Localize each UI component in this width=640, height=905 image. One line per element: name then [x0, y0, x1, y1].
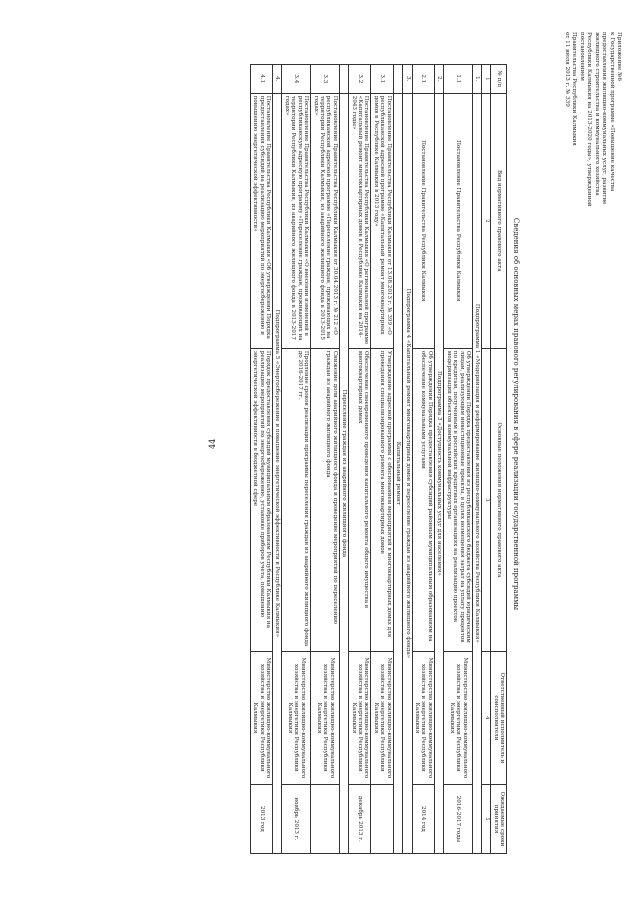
page-number: 44 — [208, 438, 217, 449]
header-line: Республики Калмыкия на 2013-2020 годы», утвержденной — [586, 32, 593, 207]
col-header-provisions: Основные положения нормативного правового акта — [491, 348, 507, 651]
act-type: Постановление Правительства Республики Калмыкия «О региональной программе «Капитальный ремонт многоквартирных домов в Республике Калмыкия на 2014-2043 годы» — [349, 93, 371, 348]
col-header-num: № п/п — [491, 65, 507, 94]
row-num: 1.1 — [444, 65, 473, 94]
section-subheading: Капитальный ремонт — [393, 93, 402, 853]
table-row — [444, 65, 473, 854]
term — [371, 784, 393, 853]
act-type: Постановление Правительства Республики Калмыкия — [412, 93, 434, 348]
document-title: Сведения об основных мерах правового регулирования в сфере реализации государственной программы — [512, 217, 520, 611]
header-line: Приложение №6 — [616, 32, 622, 81]
header-line: Правительства Республики Калмыкия — [571, 32, 578, 146]
section-subheading-row — [339, 65, 348, 854]
col-header-term: Ожидаемые сроки принятия — [491, 784, 507, 853]
act-provisions: Об утверждении Порядка предоставления из республиканского бюджета субсидий юридическим лицам, реализующим инвестиционные проекты, в целях возмещения затрат на уплату процентов по кредитам, полученным в российских кредитных организациях на реализацию проектов модернизации объектов коммунальной инфраструктуры — [444, 348, 473, 651]
act-provisions: Снижение доли аварийного жилищного фонда и проведение мероприятий по переселению граждан из аварийного жилищного фонда — [311, 348, 340, 651]
responsible: Министерство жилищно-коммунального хозяйства и энергетики Республики Калмыкия — [349, 651, 371, 784]
responsible: Министерство жилищно-коммунального хозяйства и энергетики Республики Калмыкия — [371, 651, 393, 784]
index-cell: 1 — [482, 65, 491, 94]
subprogram-row — [434, 65, 443, 854]
measures-table — [250, 64, 507, 854]
header-line: жилищного строительства и коммунального хозяйства — [593, 32, 600, 196]
act-provisions: Порядок предоставления субсидий муниципальным образованиям Республики Калмыкия на реализацию мероприятий по энергосбережению, установке приборов учета, повышению энергетической эффективности в бюджетной сфере — [250, 348, 272, 651]
rotated-page — [32, 14, 632, 894]
header-line: предоставления жилищно-коммунальных услуг, развитие — [601, 32, 608, 205]
row-num: 2.1 — [412, 65, 434, 94]
table-row — [250, 65, 272, 854]
act-provisions: Продление сроков реализации программы переселения граждан из аварийного жилищного фонда до 2016-2017 гг. — [282, 348, 311, 651]
table-row — [412, 65, 434, 854]
term — [311, 784, 340, 853]
responsible: Министерство жилищно-коммунального хозяйства и энергетики Республики Калмыкия — [412, 651, 434, 784]
subprogram-row — [273, 65, 282, 854]
row-num: 3.1 — [371, 65, 393, 94]
header-line: от 11 июля 2013 г. № 339 — [564, 32, 571, 107]
appendix-header — [563, 32, 622, 242]
term: 2013 год — [250, 784, 272, 853]
act-provisions: Обеспечение своевременного проведения капитального ремонта общего имущества в многоквартирных домах — [349, 348, 371, 651]
act-type: Постановление Правительства Республики Калмыкия от 13.08.2013 г. № 399 «О республиканской адресной программе «Капитальный ремонт многоквартирных домов в Республике Калмыкия в 2013 году» — [371, 93, 393, 348]
term: ноябрь 2013 г. — [282, 784, 311, 853]
act-provisions: Об утверждении Порядка предоставления субсидий районным муниципальным образованиям на обеспечение коммунальными услугами — [412, 348, 434, 651]
responsible: Министерство жилищно-коммунального хозяйства и энергетики Республики Калмыкия — [311, 651, 340, 784]
act-type: Постановление Правительства Республики Калмыкия «Об утверждении Порядка предоставления субсидий на реализацию мероприятий по энергосбережению и повышению энергетической эффективности» — [250, 93, 272, 348]
table-row — [371, 65, 393, 854]
section-subheading-row — [393, 65, 402, 854]
subprogram-row — [403, 65, 412, 854]
row-num: 4.1 — [250, 65, 272, 94]
responsible: Министерство жилищно-коммунального хозяйства и энергетики Республики Калмыкия — [250, 651, 272, 784]
subprogram-row — [472, 65, 481, 854]
subprogram-title: Подпрограмма 3 «Доступность коммунальных услуг для населения» — [434, 93, 443, 853]
act-type: Постановление Правительства Республики Калмыкия «О внесении изменений в республиканскую адресную программу «Переселение граждан, проживающих на территории Республики Калмыкия, из аварийного жилищного фонда в 2013-2017 годах» — [282, 93, 311, 348]
subprogram-title: Подпрограмма 1 «Модернизация и реформирование жилищно-коммунального хозяйства Республики Калмыкия» — [472, 93, 481, 853]
empty-cell — [339, 65, 348, 94]
act-provisions: Утверждение адресной программы с обоснованием мероприятий в многоквартирных домах для проведения специализированного ремонта многоквартирных домов — [371, 348, 393, 651]
row-num: 3.2 — [349, 65, 371, 94]
act-type: Постановление Правительства Республики Калмыкия от 30.04.2013 г. № 212 «О республиканской адресной программе «Переселение граждан, проживающих на территории Республики Калмыкия, из аварийного жилищного фонда в 2013-2015 годах» — [311, 93, 340, 348]
header-line: к Государственной программе «Повышение качества — [608, 32, 615, 192]
responsible: Министерство жилищно-коммунального хозяйства и энергетики Республики Калмыкия — [444, 651, 473, 784]
table-header-row — [491, 65, 507, 854]
index-cell: 5 — [482, 784, 491, 853]
row-num: 4. — [273, 65, 282, 94]
empty-cell — [393, 65, 402, 94]
subprogram-title: Подпрограмма 4 «Капитальный ремонт многоквартирных домов и переселение граждан из аварийного жилищного фонда» — [403, 93, 412, 853]
responsible: Министерство жилищно-коммунального хозяйства и энергетики Республики Калмыкия — [282, 651, 311, 784]
table-row — [311, 65, 340, 854]
index-row — [482, 65, 491, 854]
index-cell: 3 — [482, 348, 491, 651]
term: 2014 год — [412, 784, 434, 853]
table-row — [349, 65, 371, 854]
row-num: 3.3 — [311, 65, 340, 94]
row-num: 2. — [434, 65, 443, 94]
term: декабрь 2013 г. — [349, 784, 371, 853]
col-header-act: Вид нормативного правового акта — [491, 93, 507, 348]
index-cell: 2 — [482, 93, 491, 348]
col-header-responsible: Ответственный исполнитель и соисполнители — [491, 651, 507, 784]
subprogram-title: Подпрограмма 5 «Энергосбережение и повышение энергетической эффективности в Республике Калмыкия» — [273, 93, 282, 853]
table-row — [282, 65, 311, 854]
act-type: Постановление Правительства Республики Калмыкия — [444, 93, 473, 348]
row-num: 1. — [472, 65, 481, 94]
row-num: 3. — [403, 65, 412, 94]
index-cell: 4 — [482, 651, 491, 784]
term: 2016-2017 годы — [444, 784, 473, 853]
header-line: постановлением — [578, 32, 585, 81]
row-num: 3.4 — [282, 65, 311, 94]
section-subheading: Переселение граждан из аварийного жилищного фонда — [339, 93, 348, 853]
